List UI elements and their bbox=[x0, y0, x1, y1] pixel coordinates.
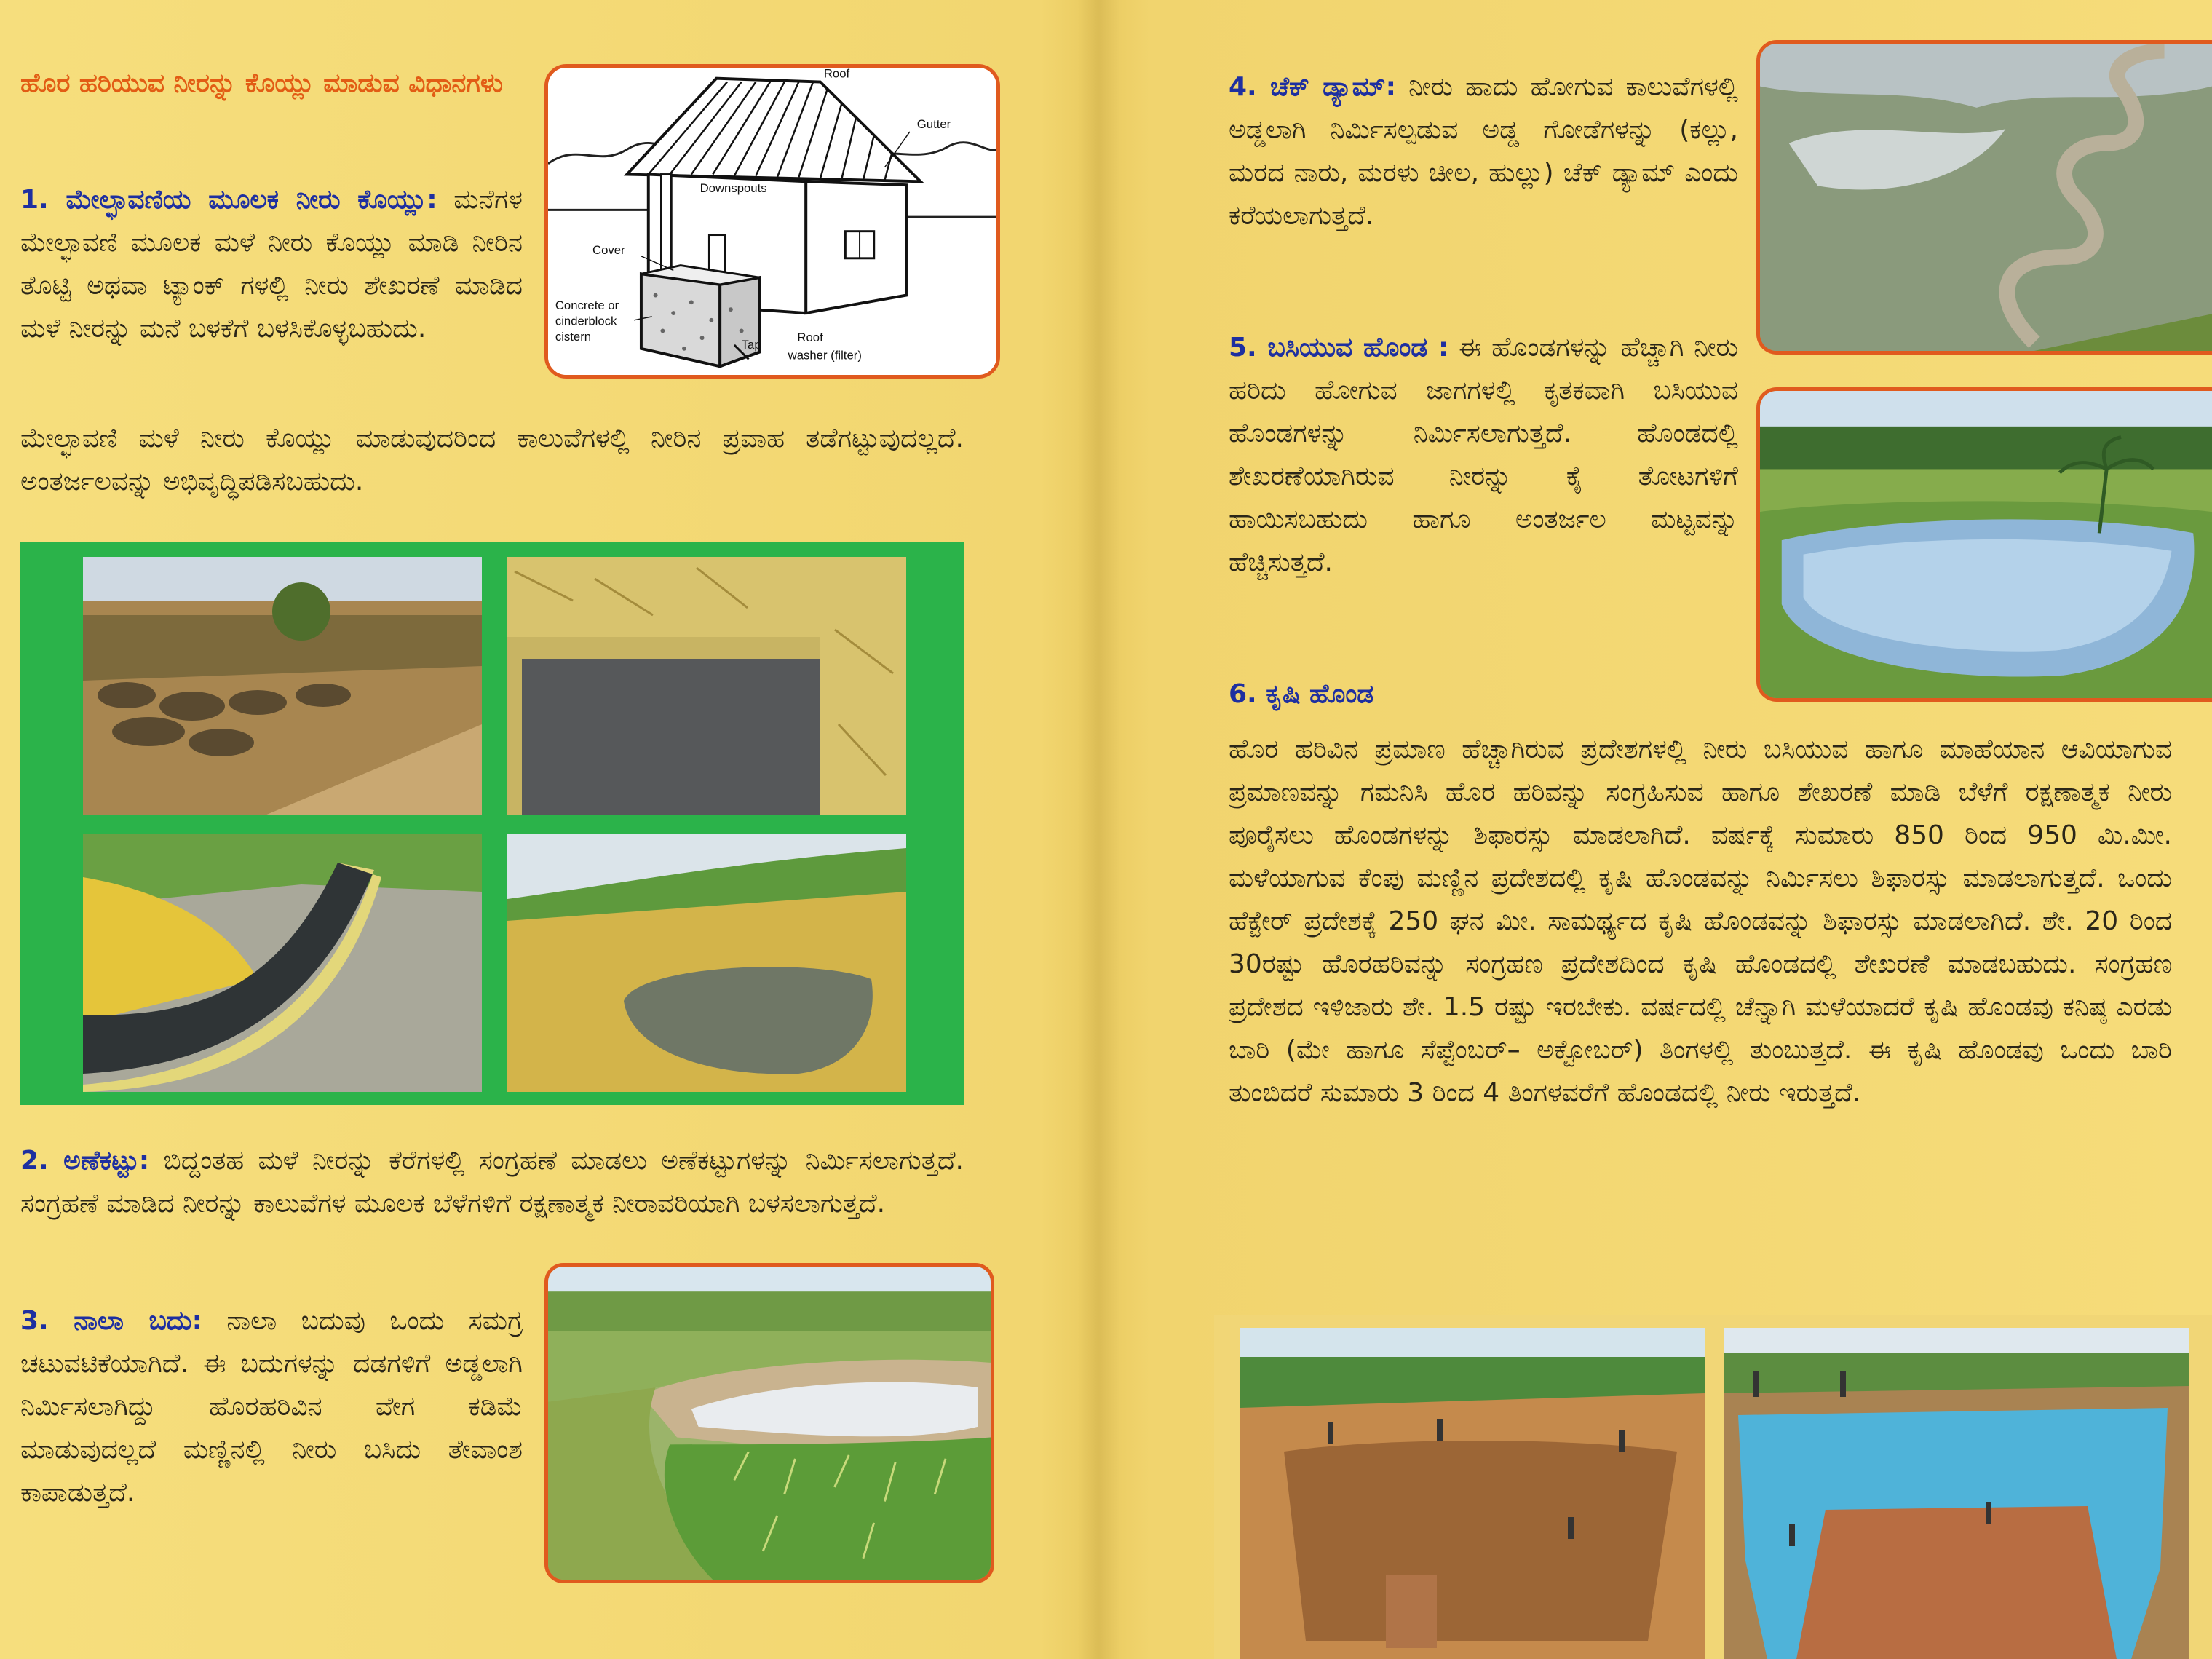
section-5-body: ಈ ಹೊಂಡಗಳನ್ನು ಹೆಚ್ಚಾಗಿ ನೀರು ಹರಿದು ಹೋಗುವ ಜಾಗಗಳಲ್ಲಿ ಕೃತಕವಾಗಿ ಬಸಿಯುವ ಹೊಂಡಗಳನ್ನು ನಿರ್ಮಿಸಲಾಗುತ್ತದೆ. ಹೊಂಡದಲ್ಲಿ ಶೇಖರಣೆಯಾಗಿರುವ ನೀರನ್ನು ಕೈ ತೋಟಗಳಿಗೆ ಹಾಯಿಸಬಹುದು ಹಾಗೂ ಅಂತರ್ಜಲ ಮಟ್ಟವನ್ನು ಹೆಚ್ಚಿಸುತ್ತದೆ. bbox=[1229, 333, 1738, 577]
diagram-label-cistern-2: cinderblock bbox=[555, 314, 617, 328]
nala-bund-photo bbox=[544, 1263, 994, 1583]
lined-pond-photo bbox=[507, 834, 906, 1092]
section-4-title: 4. ಚೆಕ್ ಡ್ಯಾಮ್: bbox=[1229, 72, 1396, 102]
diagram-label-roof: Roof bbox=[823, 68, 850, 81]
straw-wattle-photo bbox=[507, 557, 906, 815]
diagram-label-cistern-3: cistern bbox=[555, 330, 592, 344]
section-3-title: 3. ನಾಲಾ ಬದು: bbox=[20, 1306, 202, 1336]
diagram-label-washer-1: Roof bbox=[797, 330, 823, 345]
check-structure-photo-grid bbox=[20, 542, 964, 1105]
section-1-continued bbox=[20, 417, 964, 503]
page-gutter bbox=[1077, 0, 1121, 1659]
section-3-body: ನಾಲಾ ಬದುವು ಒಂದು ಸಮಗ್ರ ಚಟುವಟಿಕೆಯಾಗಿದೆ. ಈ ಬದುಗಳನ್ನು ದಡಗಳಿಗೆ ಅಡ್ಡಲಾಗಿ ನಿರ್ಮಿಸಲಾಗಿದ್ದು ಹೊರಹರಿವಿನ ವೇಗ ಕಡಿಮೆ ಮಾಡುವುದಲ್ಲದೆ ಮಣ್ಣಿನಲ್ಲಿ ನೀರು ಬಸಿದು ತೇವಾಂಶ ಕಾಪಾಡುತ್ತದೆ. bbox=[20, 1306, 523, 1508]
sediment-tube-photo bbox=[83, 834, 482, 1092]
section-2 bbox=[20, 1139, 964, 1225]
stone-wall-photo bbox=[83, 557, 482, 815]
diagram-label-gutter: Gutter bbox=[916, 117, 951, 132]
section-1-continued-text: ಮೇಲ್ಛಾವಣಿ ಮಳೆ ನೀರು ಕೊಯ್ಲು ಮಾಡುವುದರಿಂದ ಕಾಲುವೆಗಳಲ್ಲಿ ನೀರಿನ ಪ್ರವಾಹ ತಡೆಗಟ್ಟುವುದಲ್ಲದೆ. ಅಂತರ್ಜಲವನ್ನು ಅಭಿವೃದ್ಧಿಪಡಿಸಬಹುದು. bbox=[20, 424, 964, 496]
section-6-title-block bbox=[1229, 673, 1738, 716]
section-5 bbox=[1229, 326, 1738, 584]
diagram-label-cover: Cover bbox=[592, 242, 625, 257]
section-6-body: ಹೊರ ಹರಿವಿನ ಪ್ರಮಾಣ ಹೆಚ್ಚಾಗಿರುವ ಪ್ರದೇಶಗಳಲ್ಲಿ ನೀರು ಬಸಿಯುವ ಹಾಗೂ ಮಾಹೆಯಾನ ಆವಿಯಾಗುವ ಪ್ರಮಾಣವನ್ನು ಗಮನಿಸಿ ಹೊರ ಹರಿವನ್ನು ಸಂಗ್ರಹಿಸುವ ಹಾಗೂ ಶೇಖರಣೆ ಮಾಡಿ ಬೆಳೆಗೆ ರಕ್ಷಣಾತ್ಮಕ ನೀರು ಪೂರೈಸಲು ಹೊಂಡಗಳನ್ನು ಶಿಫಾರಸ್ಸು ಮಾಡಲಾಗಿದೆ. ವರ್ಷಕ್ಕೆ ಸುಮಾರು 850 ರಿಂದ 950 ಮಿ.ಮೀ. ಮಳೆಯಾಗುವ ಕೆಂಪು ಮಣ್ಣಿನ ಪ್ರದೇಶದಲ್ಲಿ ಕೃಷಿ ಹೊಂಡವನ್ನು ನಿರ್ಮಿಸಲು ಶಿಫಾರಸ್ಸು ಮಾಡಲಾಗುತ್ತದೆ. ಒಂದು ಹೆಕ್ಟೇರ್ ಪ್ರದೇಶಕ್ಕೆ 250 ಘನ ಮೀ. ಸಾಮರ್ಥ್ಯದ ಕೃಷಿ ಹೊಂಡವನ್ನು ಶಿಫಾರಸ್ಸು ಮಾಡಲಾಗಿದೆ. ಶೇ. 20 ರಿಂದ 30ರಷ್ಟು ಹೊರಹರಿವನ್ನು ಸಂಗ್ರಹಣ ಪ್ರದೇಶದಿಂದ ಕೃಷಿ ಹೊಂಡದಲ್ಲಿ ಶೇಖರಣೆ ಮಾಡಬಹುದು. ಸಂಗ್ರಹಣ ಪ್ರದೇಶದ ಇಳಿಜಾರು ಶೇ. 1.5 ರಷ್ಟು ಇರಬೇಕು. ವರ್ಷದಲ್ಲಿ ಚೆನ್ನಾಗಿ ಮಳೆಯಾದರೆ ಕೃಷಿ ಹೊಂಡವು ಕನಿಷ್ಠ ಎರಡು ಬಾರಿ (ಮೇ ಹಾಗೂ ಸೆಪ್ಟೆಂಬರ್– ಅಕ್ಟೋಬರ್) ತಿಂಗಳಲ್ಲಿ ತುಂಬುತ್ತದೆ. ಈ ಕೃಷಿ ಹೊಂಡವು ಒಂದು ಬಾರಿ ತುಂಬಿದರೆ ಸುಮಾರು 3 ರಿಂದ 4 ತಿಂಗಳವರೆಗೆ ಹೊಂಡದಲ್ಲಿ ನೀರು ಇರುತ್ತದೆ. bbox=[1229, 735, 2172, 1108]
section-1-title: 1. ಮೇಲ್ಛಾವಣಿಯ ಮೂಲಕ ನೀರು ಕೊಯ್ಲು: bbox=[20, 185, 437, 215]
section-5-title: 5. ಬಸಿಯುವ ಹೊಂಡ : bbox=[1229, 333, 1449, 363]
check-dam-photo bbox=[1756, 40, 2212, 355]
section-4 bbox=[1229, 66, 1738, 237]
section-heading: ಹೊರ ಹರಿಯುವ ನೀರನ್ನು ಕೊಯ್ಲು ಮಾಡುವ ವಿಧಾನಗಳು bbox=[20, 68, 503, 98]
section-4-body: ನೀರು ಹಾದು ಹೋಗುವ ಕಾಲುವೆಗಳಲ್ಲಿ ಅಡ್ಡಲಾಗಿ ನಿರ್ಮಿಸಲ್ಪಡುವ ಅಡ್ಡ ಗೋಡೆಗಳನ್ನು (ಕಲ್ಲು, ಮರದ ನಾರು, ಮರಳು ಚೀಲ, ಹುಲ್ಲು) ಚೆಕ್ ಡ್ಯಾಮ್ ಎಂದು ಕರೆಯಲಾಗುತ್ತದೆ. bbox=[1229, 72, 1738, 231]
farm-pond-excavation-photo bbox=[1240, 1328, 1705, 1659]
rooftop-harvest-diagram bbox=[544, 64, 1000, 379]
diagram-label-downspouts: Downspouts bbox=[699, 181, 767, 195]
farm-pond-photo-panel bbox=[1214, 1315, 2212, 1659]
diagram-label-tap: Tap bbox=[741, 337, 761, 352]
section-3 bbox=[20, 1299, 523, 1514]
section-1 bbox=[20, 178, 523, 350]
percolation-pond-photo bbox=[1756, 387, 2212, 702]
farm-pond-lining-photo bbox=[1724, 1328, 2189, 1659]
diagram-label-washer-2: washer (filter) bbox=[788, 348, 862, 363]
section-1-body: ಮನೆಗಳ ಮೇಲ್ಛಾವಣಿ ಮೂಲಕ ಮಳೆ ನೀರು ಕೊಯ್ಲು ಮಾಡಿ ನೀರಿನ ತೊಟ್ಟಿ ಅಥವಾ ಟ್ಯಾಂಕ್ ಗಳಲ್ಲಿ ನೀರು ಶೇಖರಣೆ ಮಾಡಿದ ಮಳೆ ನೀರನ್ನು ಮನೆ ಬಳಕೆಗೆ ಬಳಸಿಕೊಳ್ಳಬಹುದು. bbox=[20, 185, 523, 344]
section-2-title: 2. ಅಣೆಕಟ್ಟು: bbox=[20, 1146, 150, 1176]
section-6 bbox=[1229, 728, 2172, 1114]
left-heading bbox=[20, 62, 523, 105]
section-6-title: 6. ಕೃಷಿ ಹೊಂಡ bbox=[1229, 679, 1374, 709]
diagram-label-cistern-1: Concrete or bbox=[555, 298, 619, 313]
section-2-body: ಬಿದ್ದಂತಹ ಮಳೆ ನೀರನ್ನು ಕೆರೆಗಳಲ್ಲಿ ಸಂಗ್ರಹಣೆ ಮಾಡಲು ಅಣೆಕಟ್ಟುಗಳನ್ನು ನಿರ್ಮಿಸಲಾಗುತ್ತದೆ. ಸಂಗ್ರಹಣೆ ಮಾಡಿದ ನೀರನ್ನು ಕಾಲುವೆಗಳ ಮೂಲಕ ಬೆಳೆಗಳಿಗೆ ರಕ್ಷಣಾತ್ಮಕ ನೀರಾವರಿಯಾಗಿ ಬಳಸಲಾಗುತ್ತದೆ. bbox=[20, 1146, 964, 1219]
